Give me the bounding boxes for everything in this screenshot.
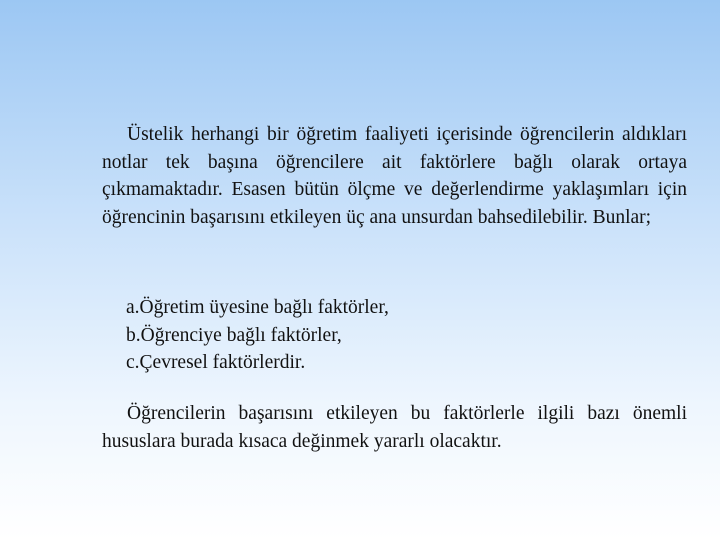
factor-item-a: a.Öğretim üyesine bağlı faktörler,: [126, 297, 389, 318]
factor-item-c: c.Çevresel faktörlerdir.: [126, 352, 306, 373]
intro-paragraph: Üstelik herhangi bir öğretim faaliyeti içerisinde öğrencilerin aldıkları notlar tek başına öğrencilere ait faktörlere bağlı olarak ortaya çıkmamaktadır. Esasen bütün ölçme ve değerlendirme yaklaşımları için öğrencinin başarısını etkileyen üç ana unsurdan bahsedilebilir. Bunlar;: [102, 124, 687, 228]
factor-item-b: b.Öğrenciye bağlı faktörler,: [126, 324, 342, 346]
factor-list: [126, 294, 389, 377]
closing-paragraph: Öğrencilerin başarısını etkileyen bu faktörlerle ilgili bazı önemli hususlara burada kısaca değinmek yararlı olacaktır.: [102, 403, 687, 452]
